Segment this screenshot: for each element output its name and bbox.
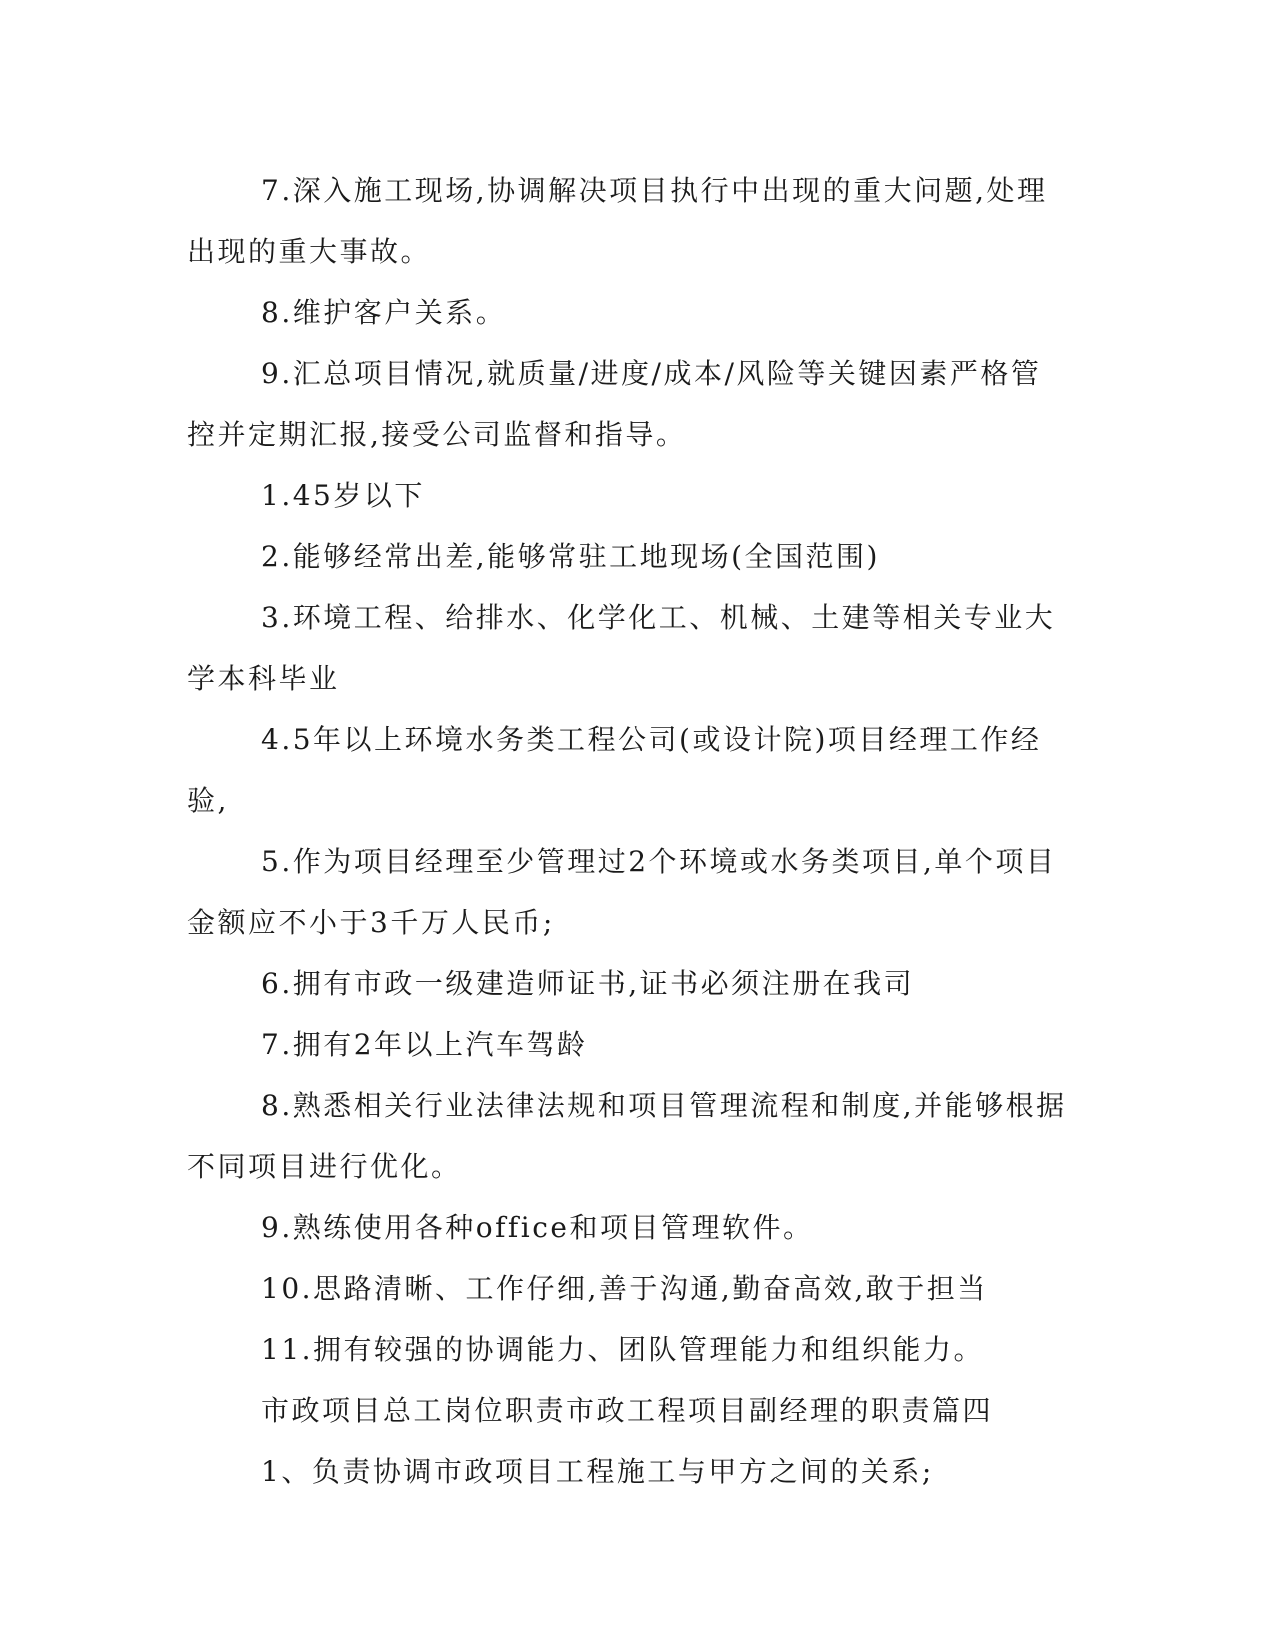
paragraph: 11.拥有较强的协调能力、团队管理能力和组织能力。 [261,1333,985,1366]
document-body [187,160,1067,1502]
paragraph: 2.能够经常出差,能够常驻工地现场(全国范围) [261,540,880,573]
paragraph: 9.熟练使用各种office和项目管理软件。 [261,1211,814,1244]
paragraph: 10.思路清晰、工作仔细,善于沟通,勤奋高效,敢于担当 [261,1272,988,1305]
paragraph: 1.45岁以下 [261,479,425,512]
paragraph: 8.维护客户关系。 [261,296,507,329]
paragraph: 4.5年以上环境水务类工程公司(或设计院)项目经理工作经验, [187,723,1042,817]
paragraph: 7.拥有2年以上汽车驾龄 [261,1028,588,1061]
paragraph: 8.熟悉相关行业法律法规和项目管理流程和制度,并能够根据不同项目进行优化。 [187,1089,1067,1183]
paragraph: 5.作为项目经理至少管理过2个环境或水务类项目,单个项目金额应不小于3千万人民币; [187,845,1057,939]
paragraph: 3.环境工程、给排水、化学化工、机械、土建等相关专业大学本科毕业 [187,601,1056,695]
paragraph: 9.汇总项目情况,就质量/进度/成本/风险等关键因素严格管控并定期汇报,接受公司监督和指导。 [187,357,1042,451]
section-heading: 市政项目总工岗位职责市政工程项目副经理的职责篇四 [261,1394,994,1427]
paragraph: 1、负责协调市政项目工程施工与甲方之间的关系; [261,1455,934,1488]
paragraph: 7.深入施工现场,协调解决项目执行中出现的重大问题,处理出现的重大事故。 [187,174,1048,268]
paragraph: 6.拥有市政一级建造师证书,证书必须注册在我司 [261,967,915,1000]
